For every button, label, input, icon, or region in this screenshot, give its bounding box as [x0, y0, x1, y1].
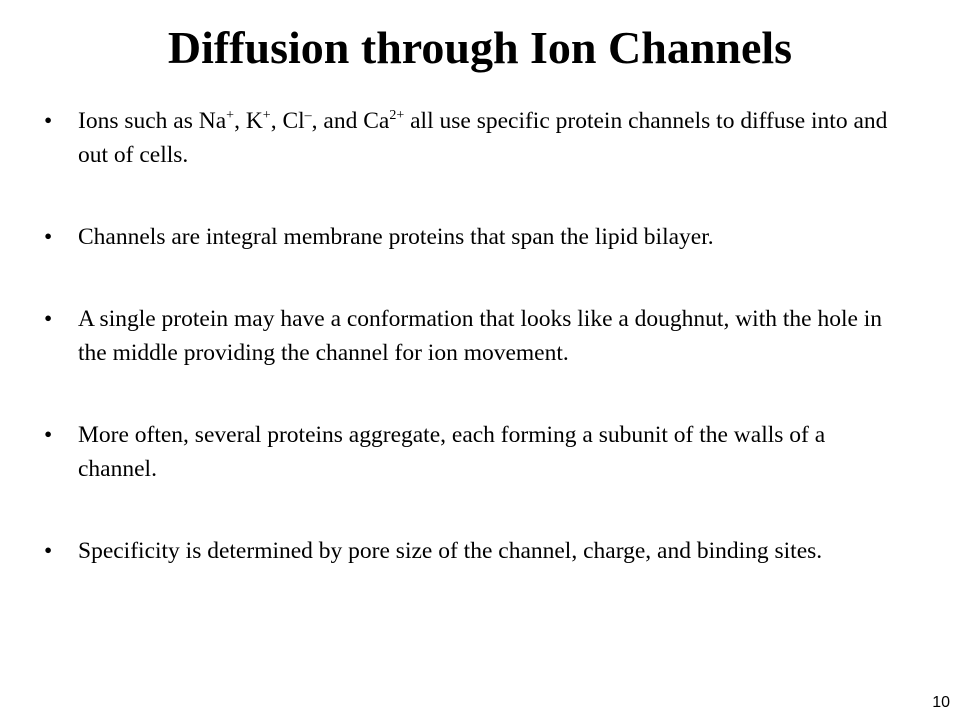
bullet-text: More often, several proteins aggregate, each forming a subunit of the walls of a channel. — [78, 422, 826, 482]
text-segment: , Cl — [270, 108, 305, 134]
bullet-item-integral-proteins — [44, 220, 904, 254]
text-segment: Ions such as Na — [78, 108, 227, 134]
ion-charge-superscript: – — [304, 108, 312, 124]
slide-title: Diffusion through Ion Channels — [167, 22, 793, 73]
text-segment: all use specific protein channels to diffuse into and out of cells. — [78, 108, 888, 168]
bullet-text — [78, 108, 887, 168]
bullet-item-ion-channels — [44, 104, 904, 172]
bullet-dot-icon: • — [44, 422, 53, 448]
bullet-text: A single protein may have a conformation that looks like a doughnut, with the hole in the middle providing the channel for ion movement. — [78, 306, 883, 366]
ion-charge-superscript: 2+ — [389, 108, 405, 124]
text-segment: , and Ca — [311, 108, 390, 134]
bullet-text: Channels are integral membrane proteins that span the lipid bilayer. — [78, 224, 714, 250]
bullet-dot-icon: • — [44, 224, 53, 250]
bullet-text: Specificity is determined by pore size of the channel, charge, and binding sites. — [78, 538, 823, 564]
bullet-item-single-protein — [44, 302, 904, 370]
bullet-dot-icon: • — [44, 108, 53, 134]
ion-charge-superscript: + — [226, 108, 235, 124]
bullet-dot-icon: • — [44, 538, 53, 564]
bullet-item-protein-aggregate — [44, 418, 904, 486]
bullet-dot-icon: • — [44, 306, 53, 332]
slide-number: 10 — [932, 694, 950, 711]
bullet-item-specificity — [44, 534, 904, 568]
bullet-list — [44, 104, 904, 568]
ion-charge-superscript: + — [262, 108, 271, 124]
text-segment: , K — [234, 108, 263, 134]
